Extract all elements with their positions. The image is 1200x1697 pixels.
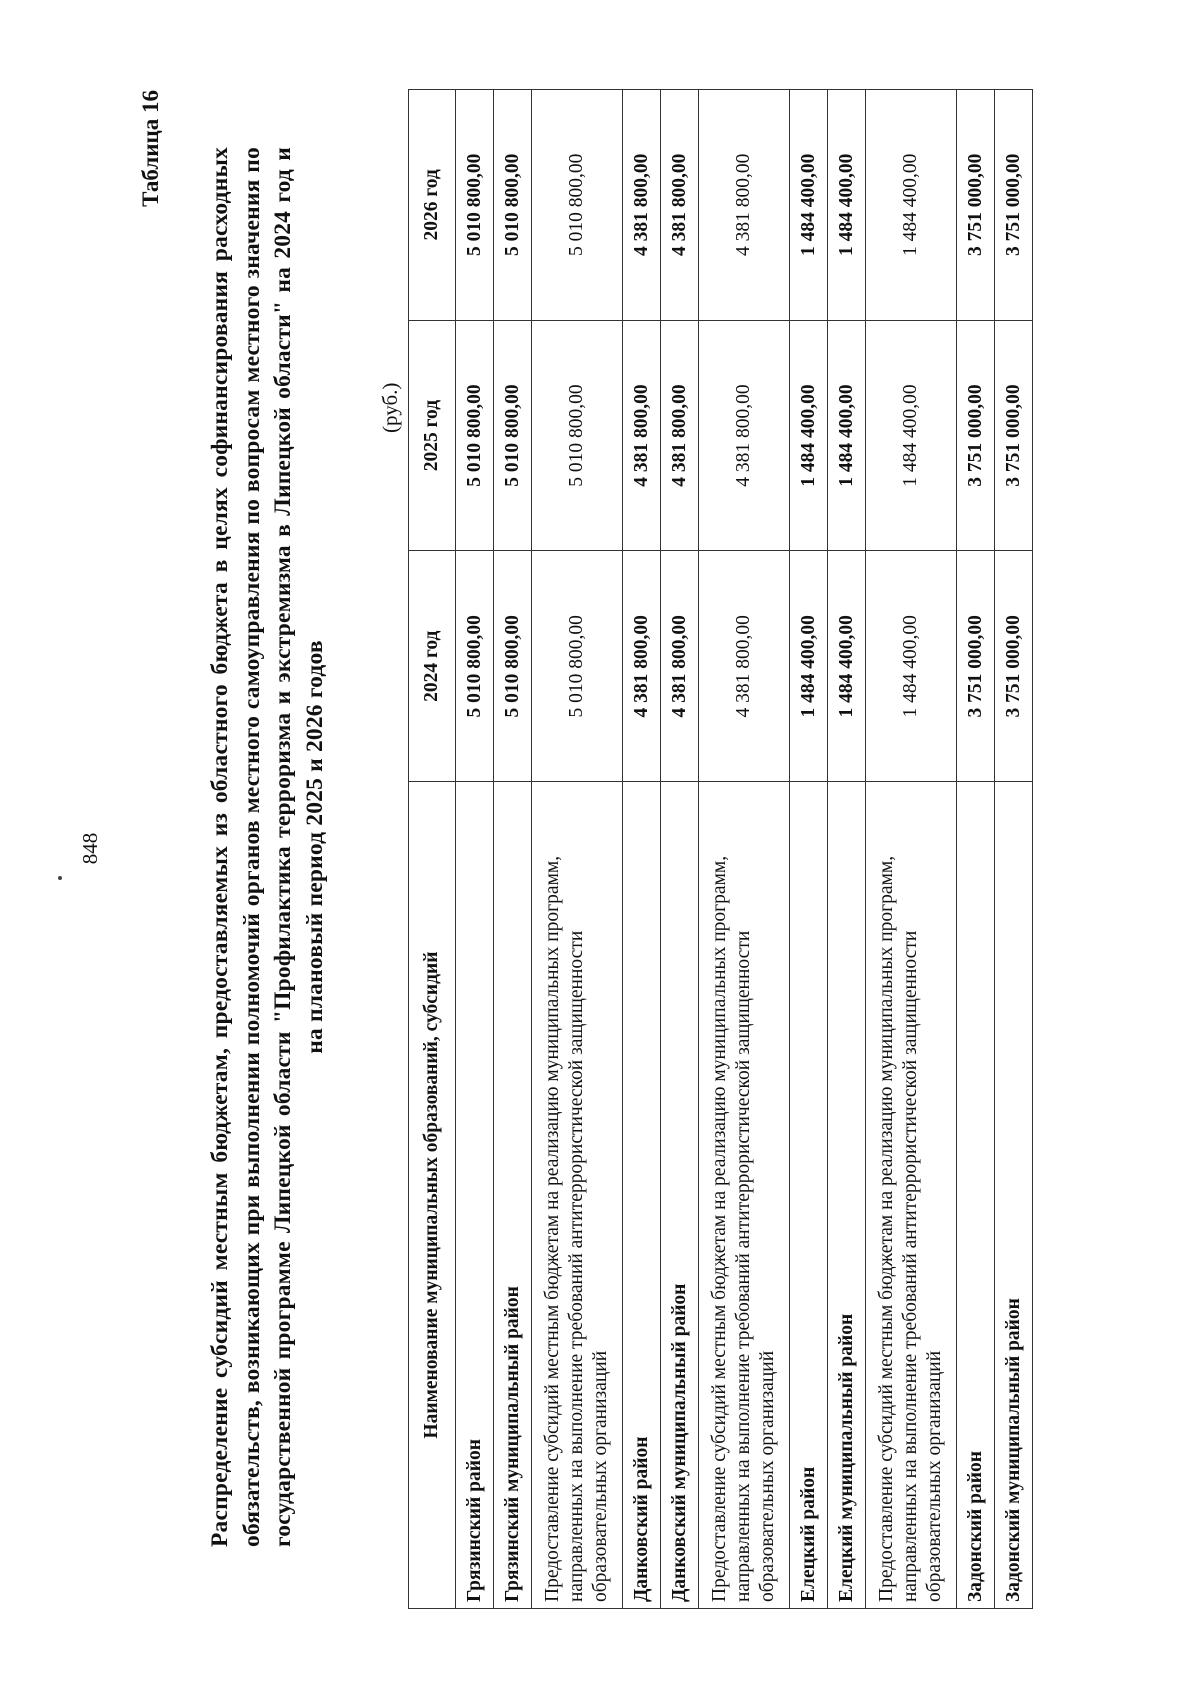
table-row <box>957 90 995 1609</box>
table-row <box>699 90 790 1609</box>
header-2025: 2025 год <box>409 320 456 551</box>
value-2026: 3 751 000,00 <box>957 90 995 321</box>
value-2024: 5 010 800,00 <box>456 551 494 782</box>
value-2024: 3 751 000,00 <box>957 551 995 782</box>
row-name: Данковский муниципальный район <box>661 782 699 1609</box>
value-2025: 1 484 400,00 <box>828 320 866 551</box>
value-2025: 4 381 800,00 <box>661 320 699 551</box>
row-name: Задонский район <box>957 782 995 1609</box>
document-title: Распределение субсидий местным бюджетам, предоставляемых из областного бюджета в целях софинансирования расходных обязательств, возникающих при выполнении полномочий органов местного самоуправления по вопросам местного значения по государственной программе Липецкой области "Профилактика терроризма и экстремизма в Липецкой области" на 2024 год и на плановый период 2025 и 2026 годов <box>207 147 328 1547</box>
value-2024: 5 010 800,00 <box>494 551 532 782</box>
header-2026: 2026 год <box>409 90 456 321</box>
table-row <box>623 90 661 1609</box>
row-name: Предоставление субсидий местным бюджетам на реализацию муниципальных программ, направленных на выполнение требований антитеррористической защищенности образовательных организаций <box>532 782 623 1609</box>
table-header-row <box>409 90 456 1609</box>
value-2025: 3 751 000,00 <box>995 320 1033 551</box>
value-2024: 3 751 000,00 <box>995 551 1033 782</box>
value-2025: 5 010 800,00 <box>494 320 532 551</box>
row-name: Грязинский район <box>456 782 494 1609</box>
row-name: Предоставление субсидий местным бюджетам на реализацию муниципальных программ, направленных на выполнение требований антитеррористической защищенности образовательных организаций <box>866 782 957 1609</box>
value-2026: 1 484 400,00 <box>790 90 828 321</box>
unit-label: (руб.) <box>378 382 402 433</box>
value-2024: 5 010 800,00 <box>532 551 623 782</box>
value-2025: 5 010 800,00 <box>532 320 623 551</box>
value-2024: 4 381 800,00 <box>623 551 661 782</box>
value-2026: 1 484 400,00 <box>866 90 957 321</box>
header-2024: 2024 год <box>409 551 456 782</box>
row-name: Елецкий муниципальный район <box>828 782 866 1609</box>
value-2024: 1 484 400,00 <box>866 551 957 782</box>
table-row <box>790 90 828 1609</box>
value-2025: 1 484 400,00 <box>866 320 957 551</box>
table-label: Таблица 16 <box>138 90 163 207</box>
value-2024: 1 484 400,00 <box>790 551 828 782</box>
value-2026: 4 381 800,00 <box>661 90 699 321</box>
value-2026: 4 381 800,00 <box>699 90 790 321</box>
value-2025: 4 381 800,00 <box>699 320 790 551</box>
value-2026: 5 010 800,00 <box>494 90 532 321</box>
table-row <box>995 90 1033 1609</box>
value-2026: 4 381 800,00 <box>623 90 661 321</box>
row-name: Предоставление субсидий местным бюджетам на реализацию муниципальных программ, направленных на выполнение требований антитеррористической защищенности образовательных организаций <box>699 782 790 1609</box>
table-row <box>866 90 957 1609</box>
value-2024: 4 381 800,00 <box>661 551 699 782</box>
subsidy-table <box>408 89 1033 1609</box>
value-2026: 3 751 000,00 <box>995 90 1033 321</box>
row-name: Грязинский муниципальный район <box>494 782 532 1609</box>
value-2025: 1 484 400,00 <box>790 320 828 551</box>
row-name: Задонский муниципальный район <box>995 782 1033 1609</box>
value-2024: 1 484 400,00 <box>828 551 866 782</box>
header-name: Наименование муниципальных образований, субсидий <box>409 782 456 1609</box>
scan-speck <box>58 876 62 880</box>
table-row <box>828 90 866 1609</box>
row-name: Данковский район <box>623 782 661 1609</box>
value-2025: 5 010 800,00 <box>456 320 494 551</box>
table-row <box>456 90 494 1609</box>
table-row <box>494 90 532 1609</box>
value-2026: 5 010 800,00 <box>532 90 623 321</box>
value-2026: 1 484 400,00 <box>828 90 866 321</box>
value-2024: 4 381 800,00 <box>699 551 790 782</box>
value-2025: 3 751 000,00 <box>957 320 995 551</box>
page-number: 848 <box>78 832 102 865</box>
value-2025: 4 381 800,00 <box>623 320 661 551</box>
table-row <box>661 90 699 1609</box>
table-row <box>532 90 623 1609</box>
value-2026: 5 010 800,00 <box>456 90 494 321</box>
row-name: Елецкий район <box>790 782 828 1609</box>
